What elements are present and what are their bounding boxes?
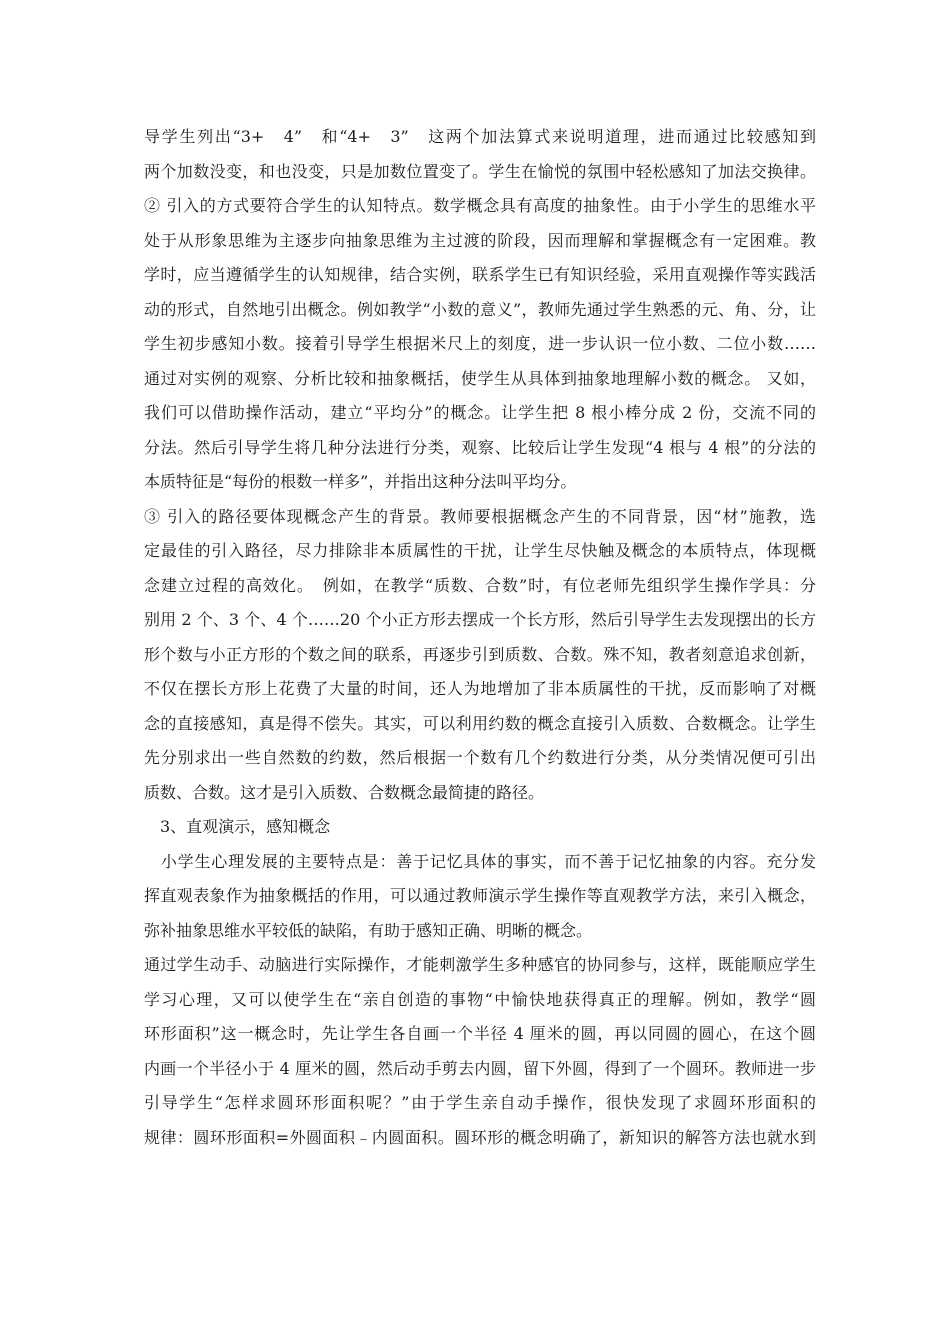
text-line: ② 引入的方式要符合学生的认知特点。数学概念具有高度的抽象性。由于小学生的思维水平 — [144, 196, 816, 215]
text-line: 学习心理，又可以使学生在“亲自创造的事物“中愉快地获得真正的理解。例如，教学“圆 — [144, 989, 816, 1009]
text-line: 别用 2 个、3 个、4 个……20 个小正方形去摆成一个长方形，然后引导学生去发现摆出的长方 — [144, 610, 816, 629]
text-line: 3、直观演示，感知概念 — [144, 817, 331, 836]
text-line: 念建立过程的高效化。 例如，在教学“质数、合数”时，有位老师先组织学生操作学具：分 — [144, 575, 816, 595]
text-line: 处于从形象思维为主逐步向抽象思维为主过渡的阶段，因而理解和掌握概念有一定困难。教 — [144, 230, 816, 250]
text-line: 环形面积”这一概念时，先让学生各自画一个半径 4 厘米的圆，再以同圆的圆心，在这个圆 — [144, 1024, 816, 1043]
document-body — [144, 120, 816, 1155]
text-line: 形个数与小正方形的个数之间的联系，再逐步引到质数、合数。殊不知，教者刻意追求创新， — [144, 644, 816, 664]
text-line: 小学生心理发展的主要特点是：善于记忆具体的事实，而不善于记忆抽象的内容。充分发 — [144, 851, 816, 871]
text-line: 引导学生“怎样求圆环形面积呢？”由于学生亲自动手操作，很快发现了求圆环形面积的 — [144, 1093, 816, 1112]
text-line: 定最佳的引入路径，尽力排除非本质属性的干扰，让学生尽快触及概念的本质特点，体现概 — [144, 541, 816, 560]
text-line: 学生初步感知小数。接着引导学生根据米尺上的刻度，进一步认识一位小数、二位小数…… — [144, 334, 816, 353]
text-line: 我们可以借助操作活动，建立“平均分”的概念。让学生把 8 根小棒分成 2 份，交流不同的 — [144, 403, 816, 422]
text-line: 分法。然后引导学生将几种分法进行分类，观察、比较后让学生发现“4 根与 4 根”的分法的 — [144, 437, 816, 457]
text-line: 质数、合数。这才是引入质数、合数概念最简捷的路径。 — [144, 782, 545, 802]
text-line: 导学生列出“3+ 4” 和“4+ 3” 这两个加法算式来说明道理，进而通过比较感知到 — [144, 127, 816, 146]
text-line: 不仅在摆长方形上花费了大量的时间，还人为地增加了非本质属性的干扰，反而影响了对概 — [144, 679, 816, 698]
text-line: 两个加数没变，和也没变，只是加数位置变了。学生在愉悦的氛围中轻松感知了加法交换律。 — [144, 161, 816, 181]
text-line: 学时，应当遵循学生的认知规律，结合实例，联系学生已有知识经验，采用直观操作等实践活 — [144, 265, 816, 284]
text-line: 规律：圆环形面积=外圆面积﹣内圆面积。圆环形的概念明确了，新知识的解答方法也就水到 — [144, 1127, 816, 1147]
text-line: 弥补抽象思维水平较低的缺陷，有助于感知正确、明晰的概念。 — [144, 920, 593, 940]
text-line: 先分别求出一些自然数的约数，然后根据一个数有几个约数进行分类，从分类情况便可引出 — [144, 748, 816, 767]
text-line: 内画一个半径小于 4 厘米的圆，然后动手剪去内圆，留下外圆，得到了一个圆环。教师进一步 — [144, 1058, 816, 1078]
text-line: 念的直接感知，真是得不偿失。其实，可以利用约数的概念直接引入质数、合数概念。让学生 — [144, 713, 816, 733]
text-line: 本质特征是“每份的根数一样多”，并指出这种分法叫平均分。 — [144, 472, 577, 491]
text-line: 动的形式，自然地引出概念。例如教学“小数的意义”，教师先通过学生熟悉的元、角、分，让 — [144, 299, 816, 319]
text-line: 通过学生动手、动脑进行实际操作，才能刺激学生多种感官的协同参与，这样，既能顺应学生 — [144, 955, 816, 974]
text-line: 挥直观表象作为抽象概括的作用，可以通过教师演示学生操作等直观教学方法，来引入概念， — [144, 886, 816, 905]
text-line: 通过对实例的观察、分析比较和抽象概括，使学生从具体到抽象地理解小数的概念。 又如， — [144, 368, 816, 388]
text-line: ③ 引入的路径要体现概念产生的背景。教师要根据概念产生的不同背景，因“材”施教，选 — [144, 506, 816, 526]
